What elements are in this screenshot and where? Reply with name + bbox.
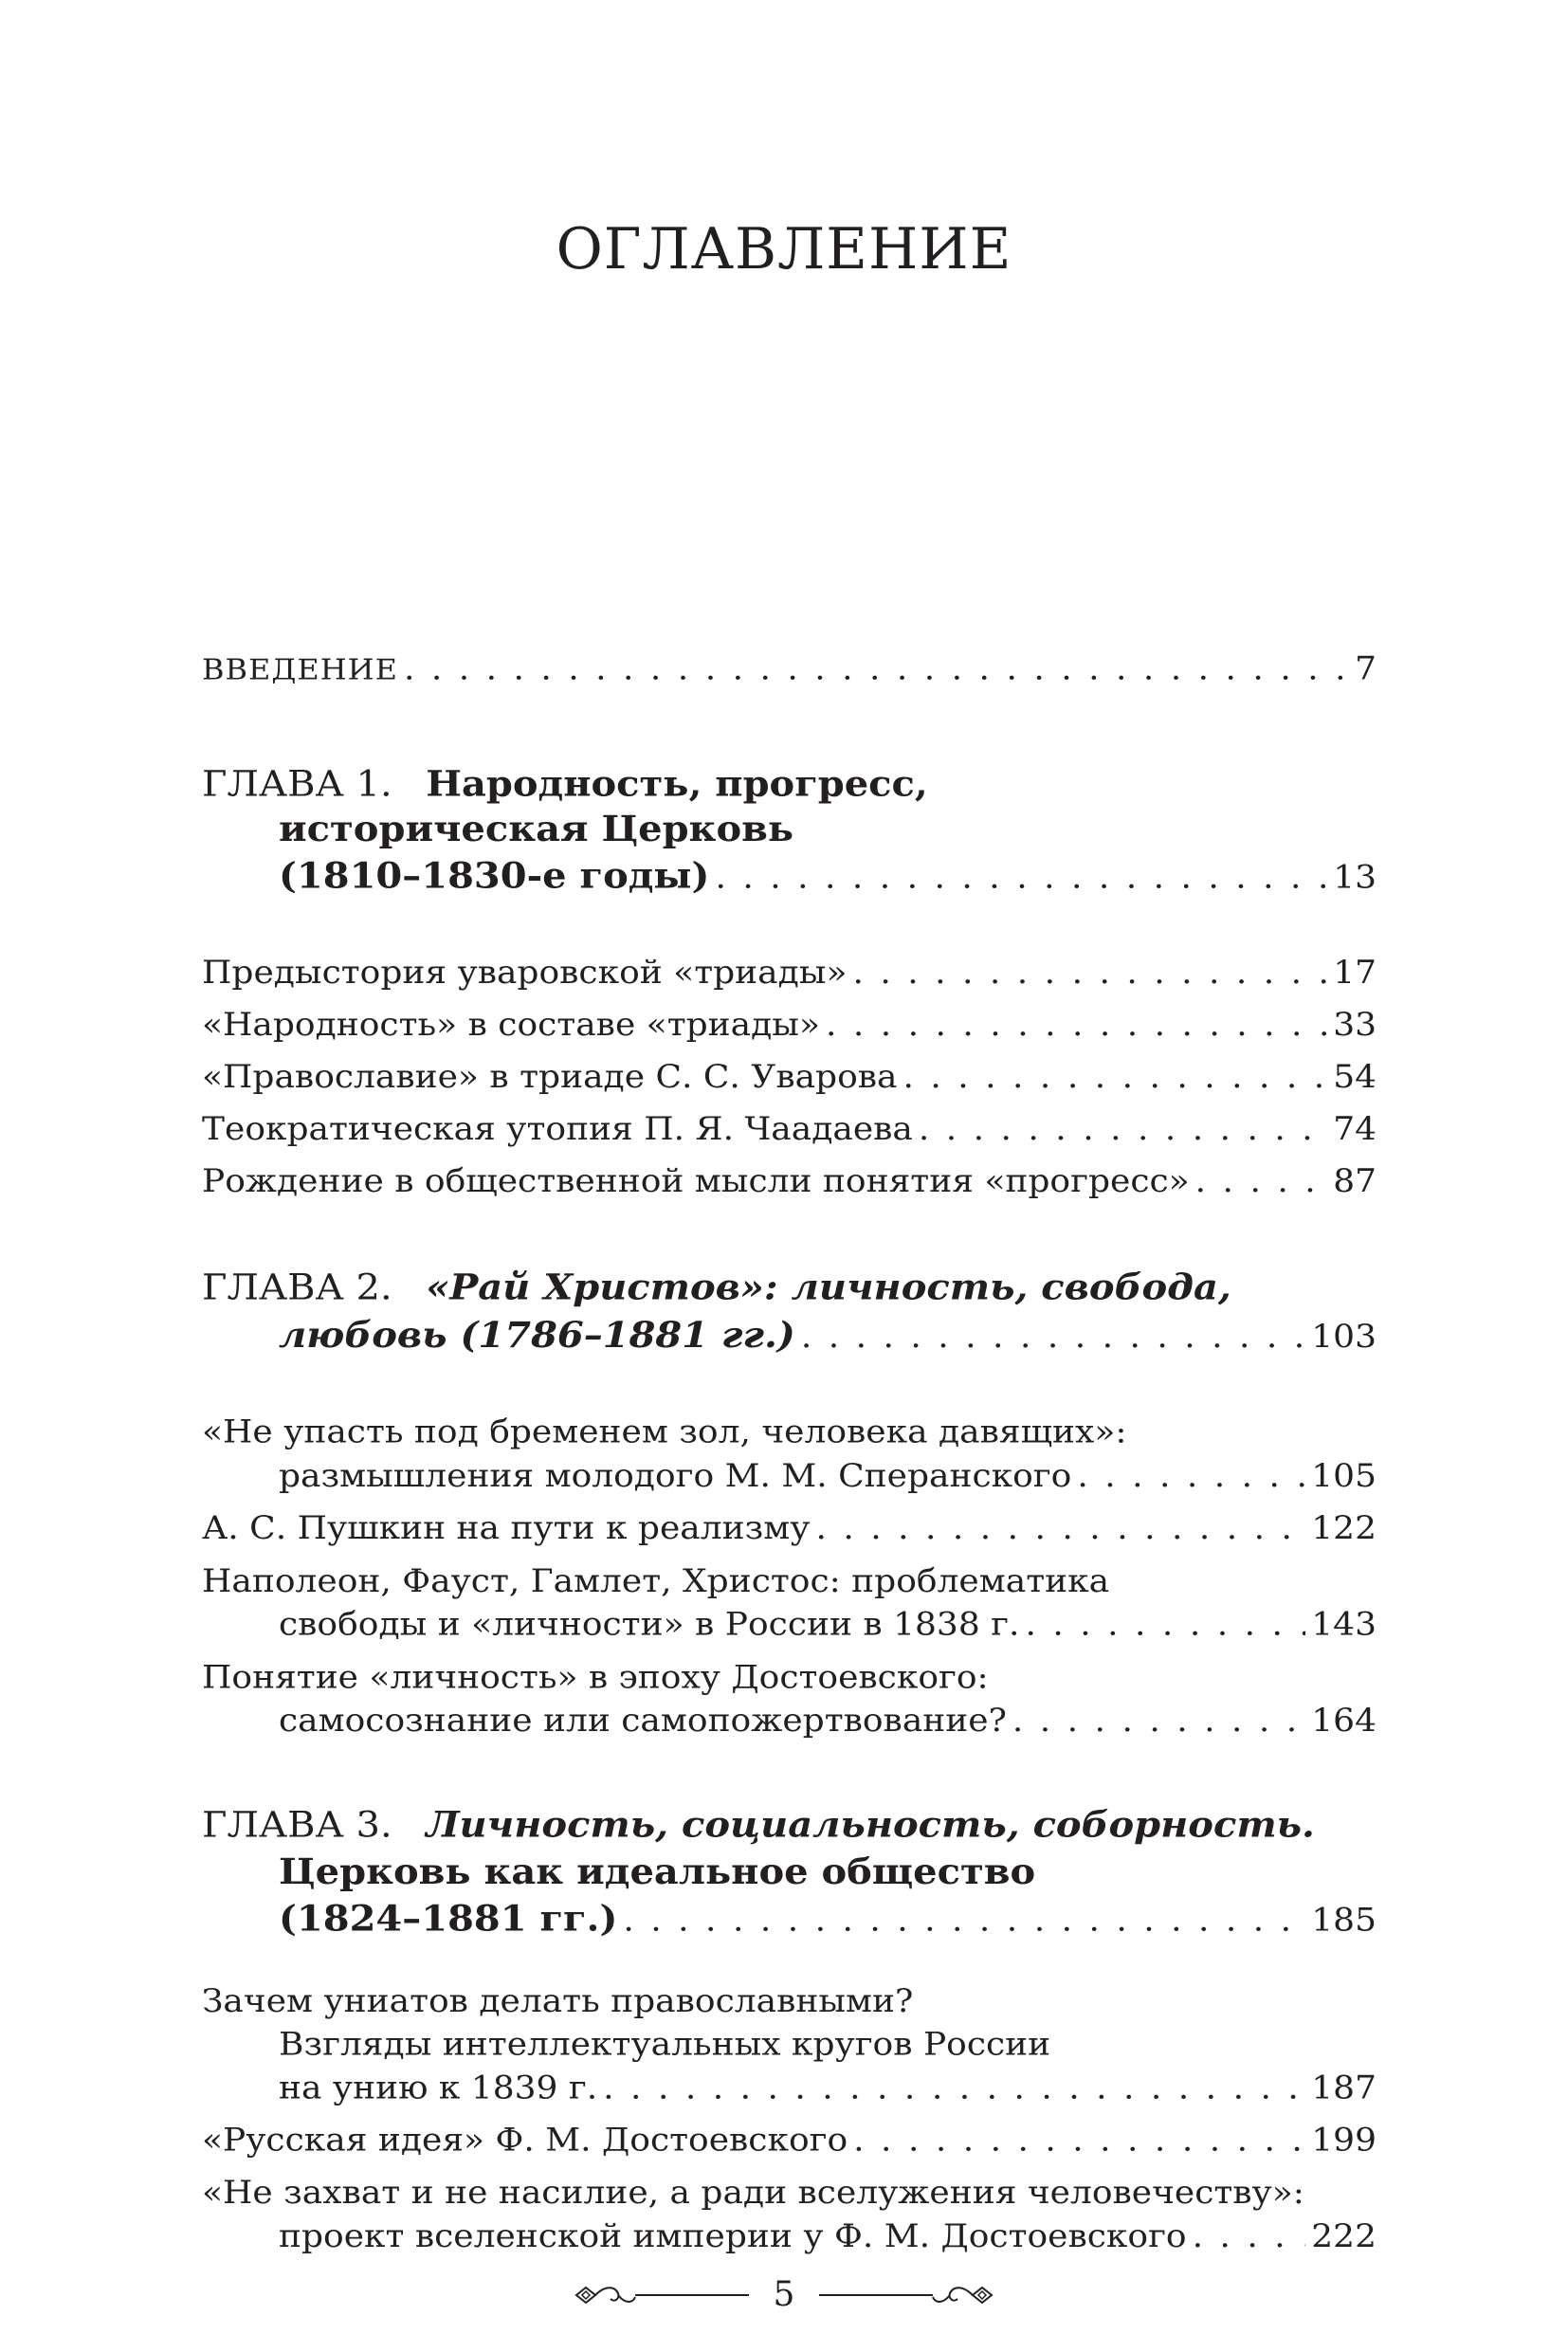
leader-dots xyxy=(603,2069,1305,2108)
toc-entry-title-line2: проект вселенской империи у Ф. М. Достоевского xyxy=(279,2217,1187,2255)
toc-entry-page: 17 xyxy=(1333,955,1377,992)
leader-dots xyxy=(919,1110,1327,1149)
toc-entry-title-line1: «Не захват и не насилие, а ради вселужения человечеству»: xyxy=(202,2175,1304,2212)
toc-entry-title-line2: самосознание или самопожертвование? xyxy=(279,1703,1007,1740)
chapter3-title-line1: Личность, социальность, соборность. xyxy=(426,1804,1315,1846)
toc-entry-page: 105 xyxy=(1311,1458,1377,1495)
toc-entry-title-line1: Наполеон, Фауст, Гамлет, Христос: проблематика xyxy=(202,1562,1110,1600)
toc-entry xyxy=(202,1509,1377,1548)
chapter3-title-line3: (1824–1881 гг.) xyxy=(279,1897,618,1940)
toc-entry xyxy=(202,1006,1377,1045)
toc-entry xyxy=(202,1702,1377,1741)
toc-entry-title: А. С. Пушкин на пути к реализму xyxy=(202,1510,811,1547)
toc-entry-page: 187 xyxy=(1311,2069,1377,2106)
chapter1-title-line2-row xyxy=(202,808,1377,851)
chapter3-title-line2-row xyxy=(202,1852,1377,1893)
chapter2-page: 103 xyxy=(1311,1318,1377,1356)
toc-entry xyxy=(202,1110,1377,1149)
chapter3-heading xyxy=(202,1806,1377,1847)
toc-entry-line1 xyxy=(202,1982,1377,2021)
chapter1-page: 13 xyxy=(1333,859,1377,896)
toc-entry-line1 xyxy=(202,1659,1377,1698)
chapter2-title-line2: любовь (1786–1881 гг.) xyxy=(279,1314,795,1357)
toc-entry-line2 xyxy=(202,2026,1377,2065)
toc-intro xyxy=(202,650,1377,689)
toc-entry-page: 222 xyxy=(1311,2217,1377,2255)
toc-entry-page: 74 xyxy=(1333,1111,1377,1148)
chapter2-heading xyxy=(202,1268,1377,1309)
toc-entry xyxy=(202,1058,1377,1097)
toc-entry xyxy=(202,1606,1377,1645)
toc-entry-title-line2: свободы и «личности» в России в 1838 г. xyxy=(279,1606,1020,1643)
chapter1-title-line2: историческая Церковь xyxy=(279,808,794,850)
toc-entry xyxy=(202,2069,1377,2108)
leader-dots xyxy=(1012,1702,1305,1741)
chapter1-title-line3-row xyxy=(202,857,1377,898)
toc-entry-title: Теократическая утопия П. Я. Чаадаева xyxy=(202,1111,913,1148)
leader-dots xyxy=(815,1509,1305,1548)
left-ornament-icon xyxy=(573,2278,753,2312)
page-title: ОГЛАВЛЕНИЕ xyxy=(556,216,1012,283)
toc-entry-title-line1: Зачем униатов делать православными? xyxy=(202,1983,914,2020)
toc-entry xyxy=(202,1162,1377,1201)
chapter3-page: 185 xyxy=(1311,1902,1377,1939)
chapter1-title-line3: (1810–1830-е годы) xyxy=(279,855,710,897)
toc-entry-title: Предыстория уваровской «триады» xyxy=(202,955,848,992)
leader-dots xyxy=(853,2122,1305,2161)
toc-entry-line1 xyxy=(202,1562,1377,1601)
toc-entry-title-line2: Взгляды интеллектуальных кругов России xyxy=(279,2026,1051,2064)
toc-intro-label: ВВЕДЕНИЕ xyxy=(202,652,398,687)
toc-entry xyxy=(202,1457,1377,1496)
chapter1-label: ГЛАВА 1. xyxy=(202,764,392,805)
page-footer xyxy=(0,2275,1568,2314)
leader-dots xyxy=(852,954,1327,993)
toc-entry-page: 199 xyxy=(1311,2122,1377,2159)
right-ornament-icon xyxy=(815,2278,995,2312)
toc-entry-page: 143 xyxy=(1311,1606,1377,1643)
chapter3-label: ГЛАВА 3. xyxy=(202,1805,392,1846)
leader-dots xyxy=(903,1058,1328,1097)
chapter2-title-line2-row xyxy=(202,1316,1377,1357)
toc-entry-page: 122 xyxy=(1311,1510,1377,1547)
toc-entry-title: Рождение в общественной мысли понятия «прогресс» xyxy=(202,1163,1190,1200)
chapter3-title-line3-row xyxy=(202,1897,1377,1941)
toc-entry-title: «Русская идея» Ф. М. Достоевского xyxy=(202,2122,848,2159)
leader-dots xyxy=(1193,2217,1306,2256)
toc-entry-title-line1: Понятие «личность» в эпоху Достоевского: xyxy=(202,1659,989,1696)
toc-entry-title-line2: размышления молодого М. М. Сперанского xyxy=(279,1458,1072,1495)
toc-entry xyxy=(202,2217,1377,2256)
chapter2-label: ГЛАВА 2. xyxy=(202,1267,392,1308)
leader-dots xyxy=(1077,1457,1305,1496)
toc-entry-line1 xyxy=(202,1413,1377,1452)
toc-entry-page: 164 xyxy=(1311,1703,1377,1740)
chapter1-heading xyxy=(202,765,1377,806)
toc-entry xyxy=(202,2122,1377,2161)
chapter2-title-line1: «Рай Христов»: личность, свобода, xyxy=(426,1267,1231,1308)
toc-entry-page: 33 xyxy=(1333,1007,1377,1044)
leader-dots xyxy=(1195,1162,1328,1201)
leader-dots xyxy=(801,1318,1305,1357)
toc-entry-title: «Народность» в составе «триады» xyxy=(202,1007,820,1044)
chapter1-title-line1: Народность, прогресс, xyxy=(426,763,928,805)
toc-entry-page: 87 xyxy=(1333,1163,1377,1200)
leader-dots xyxy=(715,859,1327,898)
leader-dots xyxy=(1026,1606,1306,1645)
leader-dots xyxy=(404,650,1349,689)
page-number: 5 xyxy=(773,2275,795,2314)
leader-dots xyxy=(826,1006,1327,1045)
toc-entry-line1 xyxy=(202,2174,1377,2213)
toc-entry-title-line1: «Не упасть под бременем зол, человека давящих»: xyxy=(202,1413,1127,1450)
toc-intro-page: 7 xyxy=(1355,650,1377,688)
leader-dots xyxy=(623,1902,1305,1941)
toc-entry-page: 54 xyxy=(1333,1059,1377,1096)
chapter3-title-line2: Церковь как идеальное общество xyxy=(279,1851,1036,1893)
toc-entry-title: «Православие» в триаде С. С. Уварова xyxy=(202,1059,898,1096)
toc-entry-title-line3: на унию к 1839 г. xyxy=(279,2069,598,2106)
toc-entry xyxy=(202,954,1377,993)
